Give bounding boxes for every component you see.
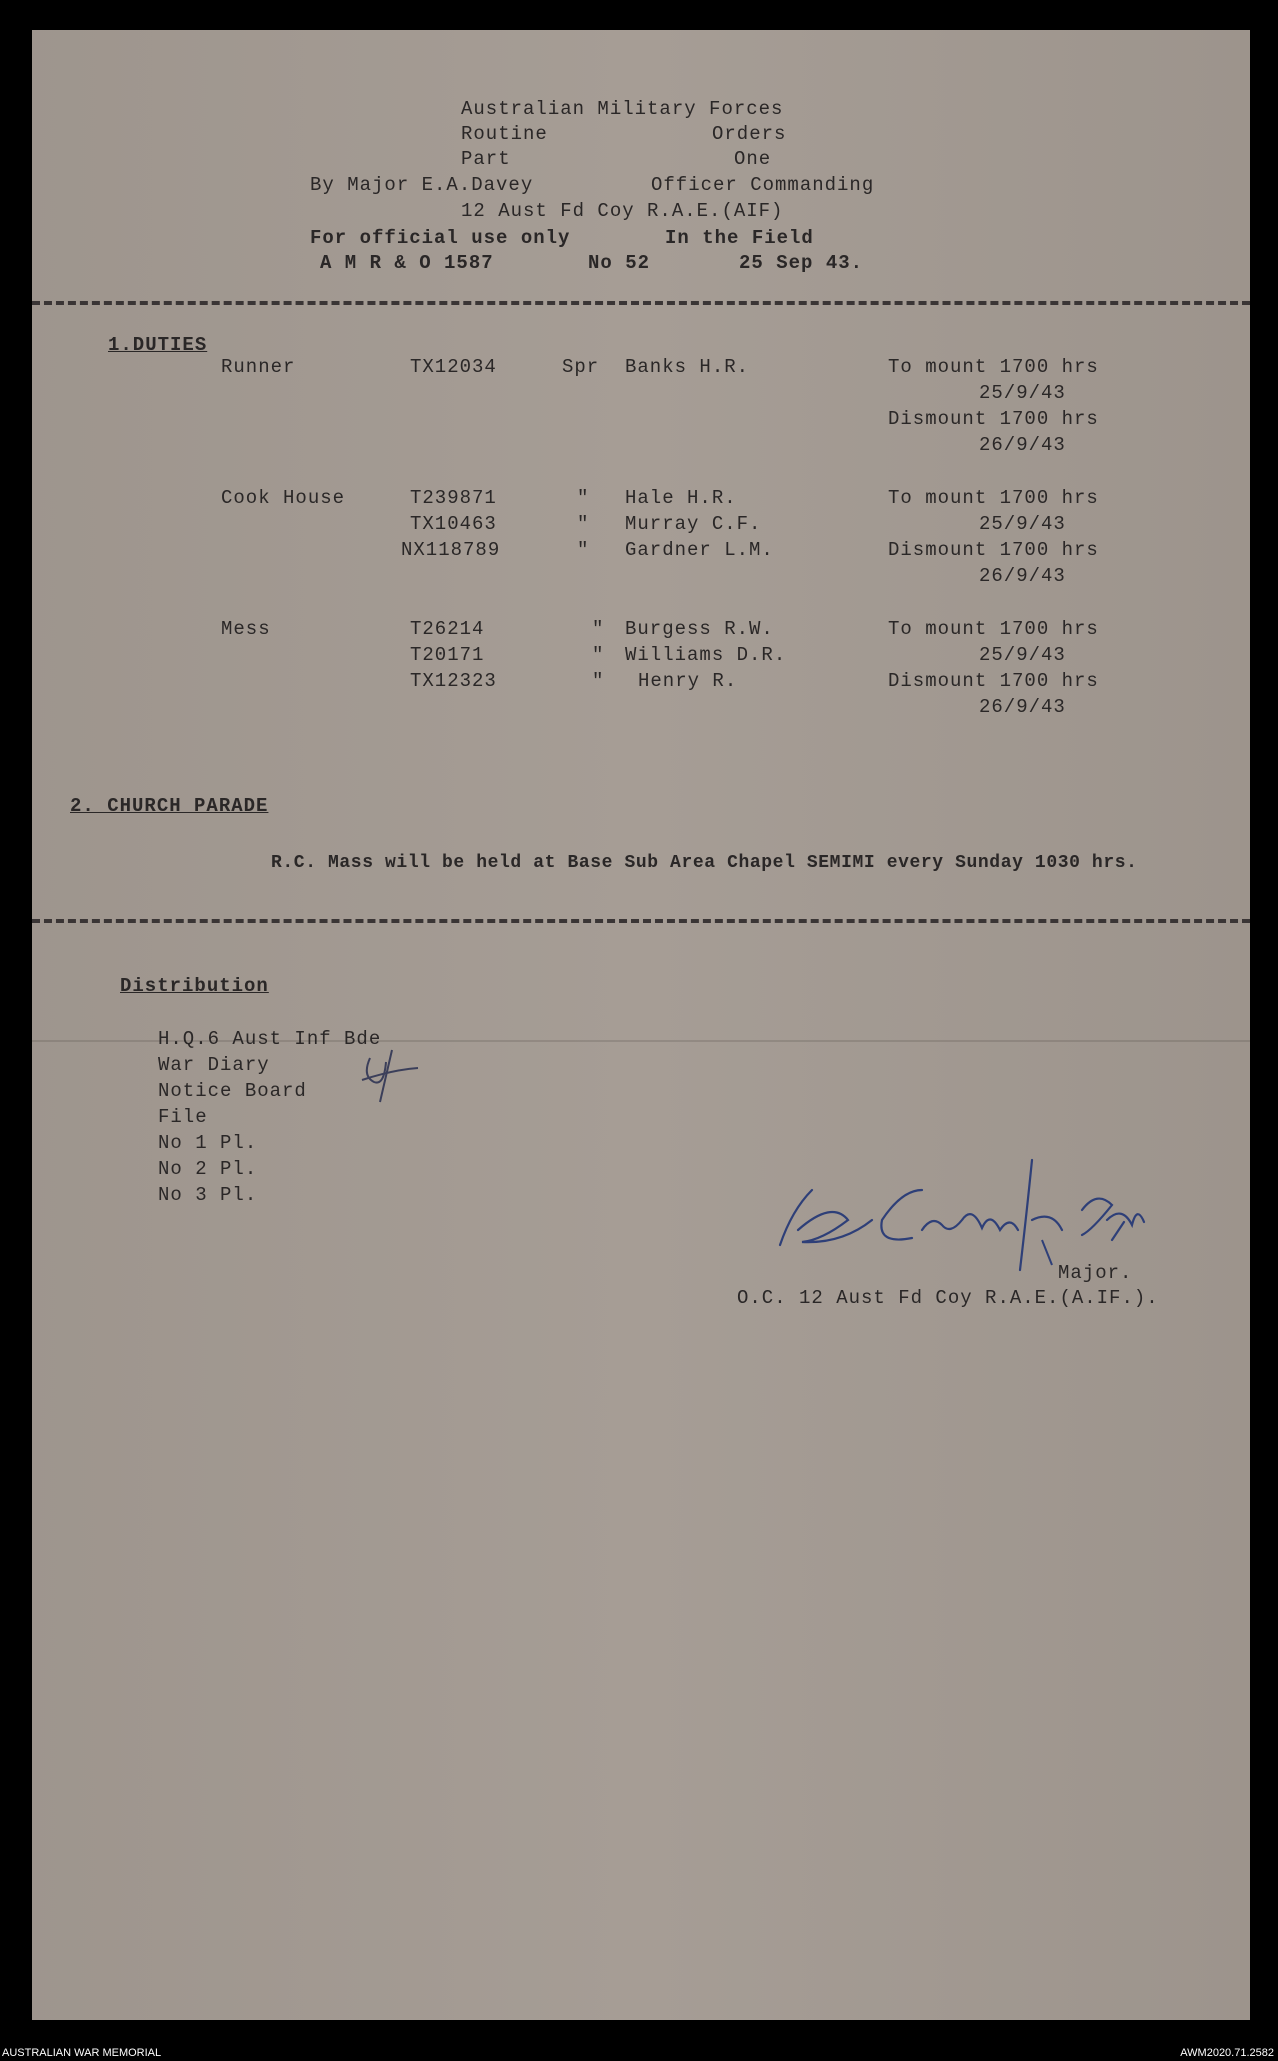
header-number: No 52	[588, 252, 651, 274]
rank: "	[577, 539, 590, 561]
divider-bottom	[32, 919, 1250, 923]
time-dismount: Dismount 1700 hrs	[888, 670, 1099, 692]
soldier-name: Banks H.R.	[625, 356, 750, 378]
time-mount: To mount 1700 hrs	[888, 487, 1099, 509]
duty-role: Cook House	[221, 487, 346, 509]
distribution-item: H.Q.6 Aust Inf Bde	[158, 1028, 382, 1050]
header-unit: 12 Aust Fd Coy R.A.E.(AIF)	[461, 200, 784, 222]
header-amr: A M R & O 1587	[320, 252, 494, 274]
service-number: T26214	[410, 618, 485, 640]
date-mount: 25/9/43	[979, 513, 1066, 535]
soldier-name: Hale H.R.	[625, 487, 737, 509]
duty-role: Runner	[221, 356, 296, 378]
header-official: For official use only	[310, 227, 571, 249]
service-number: T20171	[410, 644, 485, 666]
footer-right: AWM2020.71.2582	[1180, 2047, 1274, 2059]
distribution-item: No 1 Pl.	[158, 1132, 258, 1154]
rank: "	[592, 644, 605, 666]
header-officer: Officer Commanding	[651, 174, 875, 196]
church-text: R.C. Mass will be held at Base Sub Area Chapel SEMIMI every Sunday 1030 hrs.	[271, 853, 1138, 873]
distribution-item: File	[158, 1106, 208, 1128]
header-by: By Major E.A.Davey	[310, 174, 534, 196]
distribution-item: Notice Board	[158, 1080, 307, 1102]
header-date: 25 Sep 43.	[739, 252, 864, 274]
date-mount: 25/9/43	[979, 382, 1066, 404]
distribution-item: No 3 Pl.	[158, 1184, 258, 1206]
rank: "	[592, 670, 605, 692]
divider-top	[32, 301, 1250, 305]
header-field: In the Field	[665, 227, 814, 249]
soldier-name: Williams D.R.	[625, 644, 787, 666]
rank: Spr	[562, 356, 600, 378]
church-heading: 2. CHURCH PARADE	[70, 795, 269, 817]
rank: "	[577, 487, 590, 509]
duty-role: Mess	[221, 618, 271, 640]
header-orders: Orders	[712, 123, 787, 145]
signature-rank: Major.	[1058, 1262, 1133, 1284]
service-number: TX12323	[410, 670, 497, 692]
header-one: One	[734, 148, 772, 170]
service-number: T239871	[410, 487, 497, 509]
soldier-name: Murray C.F.	[625, 513, 762, 535]
soldier-name: Henry R.	[638, 670, 738, 692]
distribution-heading: Distribution	[120, 975, 269, 997]
signature-title: O.C. 12 Aust Fd Coy R.A.E.(A.IF.).	[737, 1287, 1159, 1309]
soldier-name: Gardner L.M.	[625, 539, 774, 561]
tick-mark	[332, 1040, 452, 1120]
time-dismount: Dismount 1700 hrs	[888, 408, 1099, 430]
service-number: TX12034	[410, 356, 497, 378]
time-dismount: Dismount 1700 hrs	[888, 539, 1099, 561]
service-number: TX10463	[410, 513, 497, 535]
header-routine: Routine	[461, 123, 548, 145]
date-dismount: 26/9/43	[979, 565, 1066, 587]
footer-left: AUSTRALIAN WAR MEMORIAL	[2, 2047, 162, 2059]
time-mount: To mount 1700 hrs	[888, 618, 1099, 640]
duties-heading: 1.DUTIES	[108, 334, 208, 356]
time-mount: To mount 1700 hrs	[888, 356, 1099, 378]
date-dismount: 26/9/43	[979, 434, 1066, 456]
rank: "	[577, 513, 590, 535]
distribution-item: War Diary	[158, 1054, 270, 1076]
service-number: NX118789	[401, 539, 501, 561]
soldier-name: Burgess R.W.	[625, 618, 774, 640]
date-mount: 25/9/43	[979, 644, 1066, 666]
rank: "	[592, 618, 605, 640]
header-title: Australian Military Forces	[461, 98, 784, 120]
distribution-item: No 2 Pl.	[158, 1158, 258, 1180]
document-page	[32, 30, 1250, 2020]
date-dismount: 26/9/43	[979, 696, 1066, 718]
header-part: Part	[461, 148, 511, 170]
